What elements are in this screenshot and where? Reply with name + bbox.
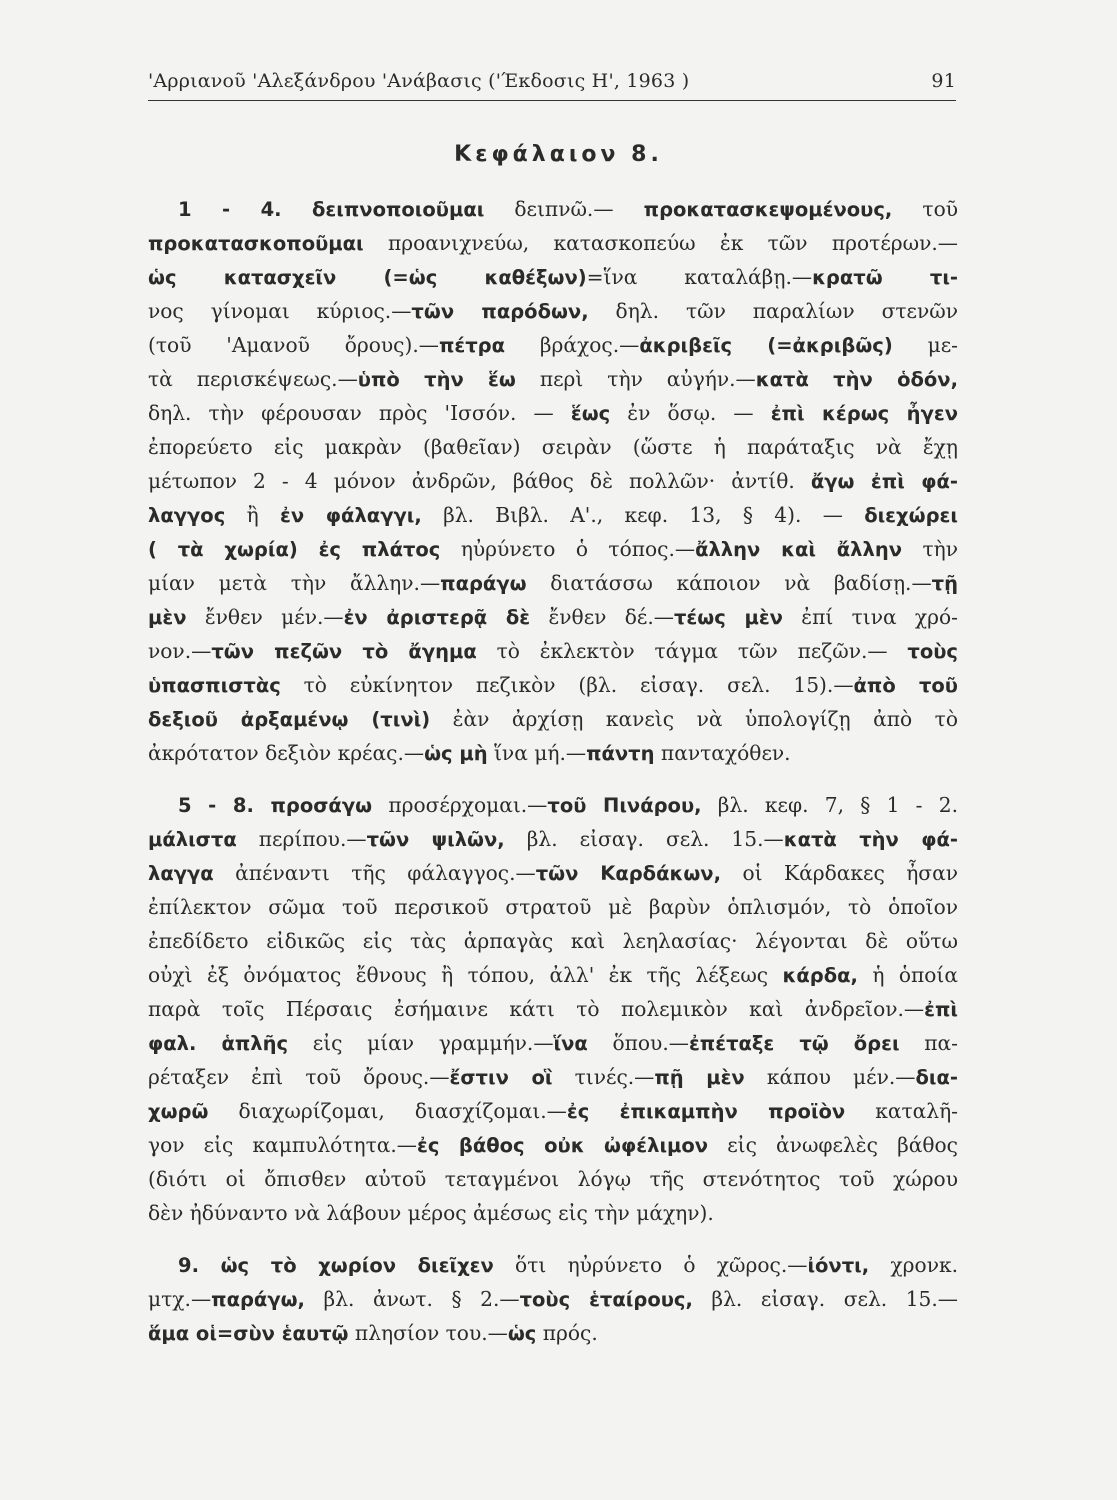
gloss: ὅτι ηὐρύνετο ὁ χῶρος.—: [493, 1253, 808, 1277]
gloss: μέτωπον 2 - 4 μόνον ἀνδρῶν, βάθος δὲ πολλῶν· ἀντίθ.: [148, 469, 811, 493]
text-line: [148, 924, 958, 958]
gloss: ἐπίλεκτον σῶμα τοῦ περσικοῦ στρατοῦ μὲ βαρὺν ὁπλισμόν, τὸ ὁποῖον: [148, 895, 958, 919]
gloss: βλ. εἰσαγ. σελ. 15.—: [504, 827, 784, 851]
gloss: νος γίνομαι κύριος.—: [148, 299, 412, 323]
text-line: [148, 668, 958, 702]
gloss: τινές.—: [552, 1065, 655, 1089]
lemma: 9. ὡς τὸ χωρίον διεῖχεν: [178, 1254, 494, 1277]
gloss: ἢ: [225, 503, 280, 527]
lemma: προκατασκοποῦμαι: [148, 232, 364, 255]
gloss: βλ. ἀνωτ. § 2.—: [304, 1287, 520, 1311]
text-line: [148, 226, 958, 260]
running-header: [148, 70, 956, 92]
gloss: γον εἰς καμπυλότητα.—: [148, 1133, 417, 1157]
text-line: [148, 396, 958, 430]
text-line: [148, 958, 958, 992]
paragraph-gap: [148, 1230, 958, 1248]
chapter-title: Κεφάλαιον 8.: [454, 142, 663, 167]
text-line: [148, 1128, 958, 1162]
gloss: ρέταξεν ἐπὶ τοῦ ὄρους.—: [148, 1065, 450, 1089]
gloss: τὸ εὐκίνητον πεζικὸν (βλ. εἰσαγ. σελ. 15).—: [280, 673, 854, 697]
gloss: μτχ.—: [148, 1287, 212, 1311]
lemma: ἔστιν οἳ: [449, 1066, 553, 1089]
lemma: 1 - 4. δειπνοποιοῦμαι: [178, 198, 485, 221]
gloss: διαχωρίζομαι, διασχίζομαι.—: [208, 1099, 567, 1123]
gloss: ἔνθεν μέν.—: [186, 605, 344, 629]
gloss: μίαν μετὰ τὴν ἄλλην.—: [148, 571, 441, 595]
text-line: [148, 788, 958, 822]
gloss: τοῦ: [892, 197, 958, 221]
lemma: τοὺς ἑταίρους,: [519, 1288, 693, 1311]
lemma: τῶν ψιλῶν,: [366, 828, 505, 851]
gloss: πα-: [899, 1031, 958, 1055]
lemma: χωρῶ: [148, 1100, 209, 1123]
lemma: δια-: [915, 1066, 958, 1089]
text-line: [148, 822, 958, 856]
lemma: ἐς βάθος οὐκ ὠφέλιμον: [416, 1134, 709, 1157]
text-line: [148, 1316, 958, 1350]
lemma: ὑπὸ τὴν ἕω: [357, 368, 516, 391]
lemma: ἰόντι,: [807, 1254, 870, 1277]
gloss: δηλ. τῶν παραλίων στενῶν: [588, 299, 958, 323]
lemma: τῶν Καρδάκων,: [535, 862, 721, 885]
text-line: [148, 1248, 958, 1282]
text-line: [148, 294, 958, 328]
text-line: [148, 192, 958, 226]
lemma: λαγγος: [148, 504, 226, 527]
lemma: ἕως: [570, 402, 611, 425]
lemma: τοὺς: [907, 640, 958, 663]
lemma: δεξιοῦ ἀρξαμένῳ (τινὶ): [148, 708, 431, 731]
gloss: ἵνα μή.—: [487, 741, 587, 765]
text-line: [148, 1162, 958, 1196]
text-line: [148, 532, 958, 566]
lemma: πέτρα: [438, 334, 506, 357]
lemma: ἐπὶ κέρως ἦγεν: [770, 402, 958, 425]
lemma: ἵνα: [553, 1032, 588, 1055]
gloss: δειπνῶ.—: [484, 197, 644, 221]
lemma: ( τὰ χωρία) ἐς πλάτος: [148, 538, 441, 561]
lemma: ἀκριβεῖς (=ἀκριβῶς): [639, 334, 893, 357]
gloss: =ἵνα καταλάβῃ.—: [586, 265, 813, 289]
lemma: παράγω,: [211, 1288, 305, 1311]
text-line: [148, 1282, 958, 1316]
page-number: 91: [931, 70, 956, 92]
gloss: ηὐρύνετο ὁ τόπος.—: [440, 537, 696, 561]
lemma: ἀπὸ τοῦ: [853, 674, 958, 697]
gloss: βλ. κεφ. 7, § 1 - 2.: [701, 793, 958, 817]
gloss: ἐὰν ἀρχίσῃ κανεὶς νὰ ὑπολογίζῃ ἀπὸ τὸ: [430, 707, 958, 731]
text-line: [148, 634, 958, 668]
lemma: τῶν παρόδων,: [411, 300, 589, 323]
gloss: οἱ Κάρδακες ἦσαν: [720, 861, 958, 885]
gloss: ἔνθεν δέ.—: [530, 605, 674, 629]
lemma: κρατῶ τι-: [812, 266, 959, 289]
lemma: πῇ μὲν: [654, 1066, 745, 1089]
gloss: περίπου.—: [236, 827, 367, 851]
lemma: ἅμα οἱ=σὺν ἑαυτῷ: [148, 1322, 349, 1345]
lemma: μάλιστα: [148, 828, 237, 851]
lemma: τέως μὲν: [673, 606, 783, 629]
lemma: ὡς: [507, 1322, 537, 1345]
gloss: βράχος.—: [505, 333, 640, 357]
gloss: βλ. εἰσαγ. σελ. 15.—: [692, 1287, 958, 1311]
lemma: ἄλλην καὶ ἄλλην: [695, 538, 903, 561]
gloss: ἐπί τινα χρό-: [782, 605, 958, 629]
gloss: ἡ ὁποία: [857, 963, 958, 987]
gloss: παρὰ τοῖς Πέρσαις ἐσήμαινε κάτι τὸ πολεμικὸν καὶ ἀνδρεῖον.—: [148, 997, 925, 1021]
gloss: εἰς μίαν γραμμήν.—: [288, 1031, 554, 1055]
lemma: ἐς ἐπικαμπὴν προϊὸν: [566, 1100, 846, 1123]
lemma: διεχώρει: [864, 504, 958, 527]
text-line: [148, 498, 958, 532]
gloss: δηλ. τὴν φέρουσαν πρὸς 'Ισσόν. —: [148, 401, 571, 425]
lemma: 5 - 8. προσάγω: [178, 794, 373, 817]
text-line: [148, 600, 958, 634]
lemma: ἐπέταξε τῷ ὄρει: [688, 1032, 900, 1055]
text-line: [148, 566, 958, 600]
gloss: πανταχόθεν.: [654, 741, 791, 765]
text-line: [148, 430, 958, 464]
lemma: ὡς μὴ: [424, 742, 488, 765]
gloss: διατάσσω κάποιον νὰ βαδίσῃ.—: [526, 571, 932, 595]
text-line: [148, 1094, 958, 1128]
text-line: [148, 702, 958, 736]
gloss: εἰς ἀνωφελὲς βάθος: [708, 1133, 958, 1157]
gloss: ἐπορεύετο εἰς μακρὰν (βαθεῖαν) σειρὰν (ὥστε ἡ παράταξις νὰ ἔχῃ: [148, 435, 958, 459]
text-line: [148, 1060, 958, 1094]
gloss: πλησίον του.—: [348, 1321, 508, 1345]
lemma: φαλ. ἁπλῆς: [148, 1032, 289, 1055]
gloss: νον.—: [148, 639, 212, 663]
gloss: τὴν: [902, 537, 958, 561]
text-line: [148, 856, 958, 890]
gloss: βλ. Βιβλ. Α'., κεφ. 13, § 4). —: [421, 503, 865, 527]
commentary-body: [148, 192, 958, 1350]
text-line: [148, 328, 958, 362]
lemma: ἐν φάλαγγι,: [279, 504, 422, 527]
lemma: τῶν πεζῶν τὸ ἄγημα: [211, 640, 477, 663]
lemma: κάρδα,: [782, 964, 858, 987]
gloss: δὲν ἠδύναντο νὰ λάβουν μέρος ἀμέσως εἰς τὴν μάχην).: [148, 1201, 714, 1225]
lemma: προκατασκεψομένους,: [643, 198, 893, 221]
gloss: ἐν ὅσῳ. —: [610, 401, 771, 425]
gloss: τὸ ἐκλεκτὸν τάγμα τῶν πεζῶν.—: [476, 639, 908, 663]
text-line: [148, 890, 958, 924]
text-line: [148, 1196, 958, 1230]
gloss: προανιχνεύω, κατασκοπεύω ἐκ τῶν προτέρων.—: [363, 231, 958, 255]
gloss: χρονκ.: [869, 1253, 958, 1277]
gloss: περὶ τὴν αὐγήν.—: [515, 367, 756, 391]
lemma: μὲν: [148, 606, 187, 629]
gloss: πρός.: [536, 1321, 598, 1345]
header-rule: [148, 100, 956, 101]
gloss: καταλῆ-: [845, 1099, 958, 1123]
text-line: [148, 260, 958, 294]
lemma: ὡς κατασχεῖν (=ὡς καθέξων): [148, 266, 587, 289]
text-line: [148, 362, 958, 396]
gloss: ἐπεδίδετο εἰδικῶς εἰς τὰς ἁρπαγὰς καὶ λεηλασίας· λέγονται δὲ οὕτω: [148, 929, 958, 953]
header-title: 'Αρριανοῦ 'Αλεξάνδρου 'Ανάβασις ('Έκδοσις Η', 1963 ): [148, 70, 690, 92]
lemma: ἐπὶ: [924, 998, 958, 1021]
lemma: ἄγω ἐπὶ φά-: [810, 470, 959, 493]
lemma: κατὰ τὴν φά-: [783, 828, 958, 851]
lemma: παράγω: [440, 572, 527, 595]
lemma: ὑπασπιστὰς: [148, 674, 281, 697]
gloss: οὐχὶ ἐξ ὀνόματος ἔθνους ἢ τόπου, ἀλλ' ἐκ τῆς λέξεως: [148, 963, 783, 987]
lemma: λαγγα: [148, 862, 214, 885]
lemma: ἐν ἀριστερᾷ δὲ: [343, 606, 531, 629]
gloss: προσέρχομαι.—: [372, 793, 548, 817]
lemma: τῇ: [931, 572, 958, 595]
gloss: ἀκρότατον δεξιὸν κρέας.—: [148, 741, 425, 765]
gloss: τὰ περισκέψεως.—: [148, 367, 358, 391]
text-line: [148, 992, 958, 1026]
paragraph-gap: [148, 770, 958, 788]
gloss: (διότι οἱ ὄπισθεν αὐτοῦ τεταγμένοι λόγῳ τῆς στενότητος τοῦ χώρου: [148, 1167, 958, 1191]
gloss: με-: [892, 333, 958, 357]
text-line: [148, 1026, 958, 1060]
text-line: [148, 464, 958, 498]
gloss: ἀπέναντι τῆς φάλαγγος.—: [213, 861, 536, 885]
lemma: τοῦ Πινάρου,: [547, 794, 702, 817]
lemma: πάντη: [586, 742, 655, 765]
text-line: [148, 736, 958, 770]
gloss: (τοῦ 'Αμανοῦ ὄρους).—: [148, 333, 439, 357]
lemma: κατὰ τὴν ὁδόν,: [755, 368, 958, 391]
gloss: κάπου μέν.—: [744, 1065, 916, 1089]
gloss: ὅπου.—: [587, 1031, 689, 1055]
